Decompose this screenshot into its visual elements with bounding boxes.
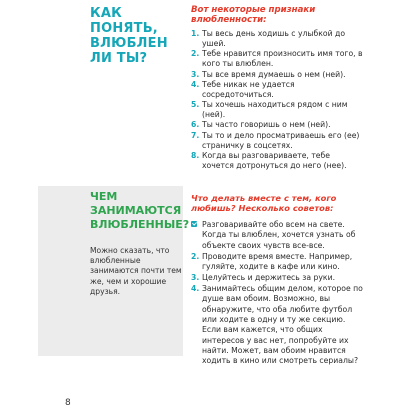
item-number: 3. [191,69,200,79]
item-number: 4. [191,283,200,293]
item-number: 8. [191,151,200,161]
title-line: ВЛЮБЛЕН [90,36,168,51]
title-line: ЗАНИМАЮТСЯ [90,204,182,217]
title-line: ВЛЮБЛЕННЫЕ? [90,218,190,231]
list-item [191,70,363,80]
title-line: ЛИ ТЫ? [90,51,148,66]
item-text: Ты все время думаешь о нем (ней). [202,69,346,79]
item-text: Ты часто говоришь о нем (ней). [202,120,331,130]
list-item [191,29,363,49]
list-item [191,284,363,367]
tips-heading: Что делать вместе с тем, кого любишь? Несколько советов: [191,193,337,213]
checkbox-icon [191,221,197,227]
sidebar-text: Можно сказать, что влюбленные занимаются почти тем же, чем и хорошие друзья. [90,246,182,296]
list-item [191,151,363,171]
item-text: Разговаривайте обо всем на свете. Когда ты влюблен, хочется узнать об объекте своих чувств все-все. [202,220,356,250]
item-number: 1. [191,29,200,38]
tips-list [191,220,363,367]
list-item [191,131,363,151]
item-text: Проводите время вместе. Например, гуляйте, ходите в кафе или кино. [202,251,353,271]
item-number: 2. [191,49,200,59]
list-item [191,80,363,100]
list-item [191,252,363,273]
section-title-how-to-know [90,6,190,66]
list-item [191,220,363,251]
item-text: Ты то и дело просматриваешь его (ее) страничку в соцсетях. [202,130,360,150]
item-text: Занимайтесь общим делом, которое по душе вам обоим. Возможно, вы обнаружите, что оба любите футбол или ходите в одну и ту же секцию. Если вам кажется, что общих интересов у вас нет, попробуйте их найти. Может, вам обоим нравится ходить в кино или смотреть сериалы? [202,283,363,366]
title-line: ЧЕМ [90,190,118,203]
list-item [191,100,363,120]
signs-list [191,29,363,171]
item-number: 3. [191,272,200,282]
signs-heading: Вот некоторые признаки влюбленности: [191,5,316,25]
section-title-what-lovers-do [90,190,190,232]
list-item [191,120,363,130]
item-text: Когда вы разговариваете, тебе хочется дотронуться до него (нее). [202,151,347,171]
list-item [191,49,363,69]
page-number: 8 [65,398,71,408]
item-number: 7. [191,130,200,140]
item-text: Тебе нравится произносить имя того, в кого ты влюблен. [202,49,363,69]
item-text: Тебе никак не удается сосредоточиться. [202,79,295,99]
title-line: КАК ПОНЯТЬ, [90,6,158,36]
item-text: Ты хочешь находиться рядом с ним (ней). [202,100,348,120]
item-number: 5. [191,100,200,110]
item-number: 4. [191,79,200,89]
item-number: 6. [191,120,200,130]
item-text: Целуйтесь и держитесь за руки. [202,272,336,282]
list-item [191,273,363,283]
item-number: 2. [191,251,200,261]
item-text: Ты весь день ходишь с улыбкой до ушей. [202,29,346,48]
